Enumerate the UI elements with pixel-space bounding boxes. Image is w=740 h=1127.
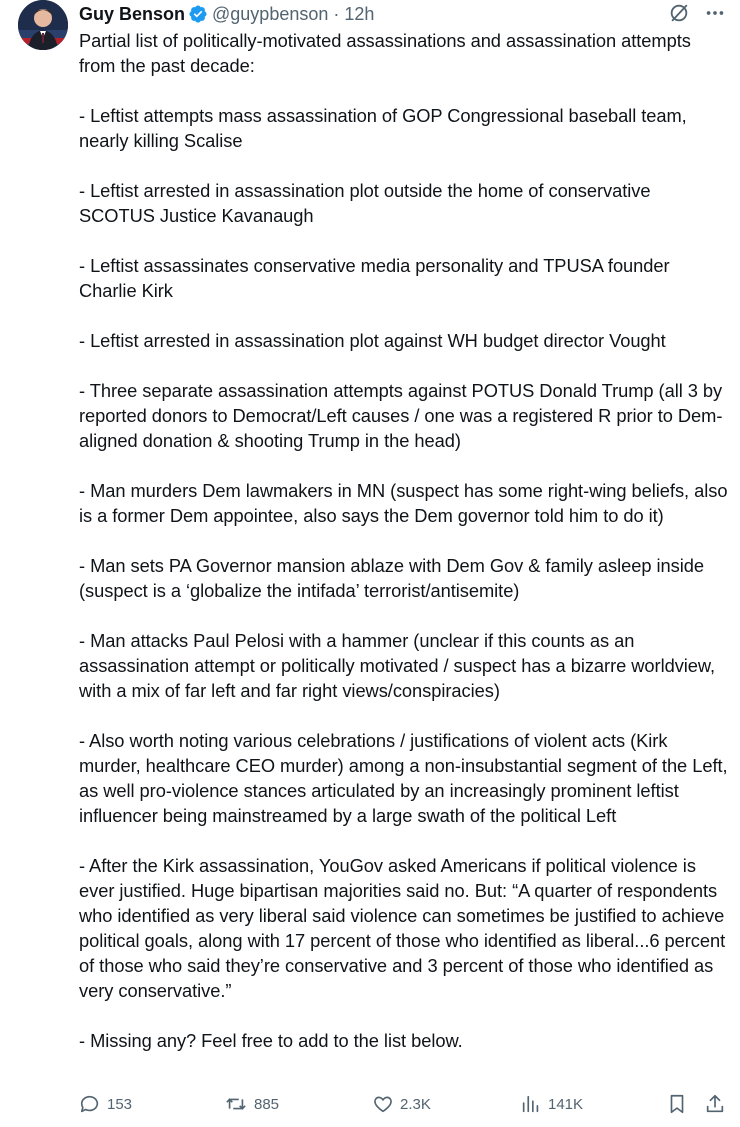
tweet-paragraph: - Man attacks Paul Pelosi with a hammer (unclear if this counts as an assassination attempt or politically motivated / suspect has a bizarre worldview, with a mix of far left and far right views/conspiracies) [79, 630, 716, 701]
tweet-paragraph: - Missing any? Feel free to add to the list below. [79, 1030, 463, 1051]
like-icon [372, 1093, 394, 1115]
bookmark-button[interactable] [666, 1093, 688, 1115]
verified-badge-icon [188, 4, 208, 24]
more-icon[interactable] [704, 2, 726, 24]
tweet-actions [79, 1093, 731, 1119]
grok-icon[interactable] [668, 2, 690, 24]
timestamp[interactable]: 12h [344, 3, 375, 24]
repost-count: 885 [254, 1095, 280, 1113]
repost-button[interactable] [224, 1093, 279, 1115]
author-name[interactable]: Guy Benson [79, 3, 186, 24]
like-button[interactable] [372, 1093, 431, 1115]
tweet-paragraph: Partial list of politically-motivated assassinations and assassination attempts from the past decade: [79, 30, 691, 76]
avatar-image [18, 0, 68, 50]
tweet-paragraph: - Leftist arrested in assassination plot against WH budget director Vought [79, 330, 666, 351]
reply-icon [79, 1093, 101, 1115]
tweet-header [79, 0, 374, 28]
separator-dot: · [333, 3, 340, 24]
tweet-paragraph: - Man murders Dem lawmakers in MN (suspect has some right-wing beliefs, also is a former Dem appointee, also says the Dem governor told him to do it) [79, 480, 728, 526]
views-button[interactable] [520, 1093, 583, 1115]
avatar[interactable] [18, 0, 68, 50]
bookmark-icon [666, 1093, 688, 1115]
repost-icon [224, 1093, 248, 1115]
tweet-paragraph: - After the Kirk assassination, YouGov asked Americans if political violence is ever justified. Huge bipartisan majorities said no. But: “A quarter of respondents who identified as very liberal said violence can sometimes be justified to achieve political goals, along with 17 percent of those who identified as liberal...6 percent of those who said they’re conservative and 3 percent of those who identified as very conservative.” [79, 855, 726, 1001]
tweet-paragraph: - Man sets PA Governor mansion ablaze with Dem Gov & family asleep inside (suspect is a ‘globalize the intifada’ terrorist/antisemite) [79, 555, 704, 601]
tweet-paragraph: - Leftist assassinates conservative media personality and TPUSA founder Charlie Kirk [79, 255, 670, 301]
tweet-paragraph: - Leftist attempts mass assassination of GOP Congressional baseball team, nearly killing Scalise [79, 105, 687, 151]
tweet-paragraph: - Three separate assassination attempts against POTUS Donald Trump (all 3 by reported donors to Democrat/Left causes / one was a registered R prior to Dem-aligned donation & shooting Trump in the head) [79, 380, 723, 451]
author-handle[interactable]: @guypbenson [212, 3, 329, 24]
share-button[interactable] [704, 1093, 726, 1115]
like-count: 2.3K [400, 1095, 431, 1113]
reply-button[interactable] [79, 1093, 132, 1115]
tweet-paragraph: - Also worth noting various celebrations / justifications of violent acts (Kirk murder, healthcare CEO murder) among a non-insubstantial segment of the Left, as well pro-violence stances articulated by an increasingly prominent leftist influencer being mainstreamed by a large swath of the political Left [79, 730, 728, 826]
reply-count: 153 [107, 1095, 133, 1113]
tweet-paragraph: - Leftist arrested in assassination plot outside the home of conservative SCOTUS Justice Kavanaugh [79, 180, 651, 226]
share-icon [704, 1093, 726, 1115]
views-count: 141K [548, 1095, 584, 1113]
top-actions [668, 2, 726, 24]
views-icon [520, 1093, 542, 1115]
tweet-text [79, 28, 731, 1053]
